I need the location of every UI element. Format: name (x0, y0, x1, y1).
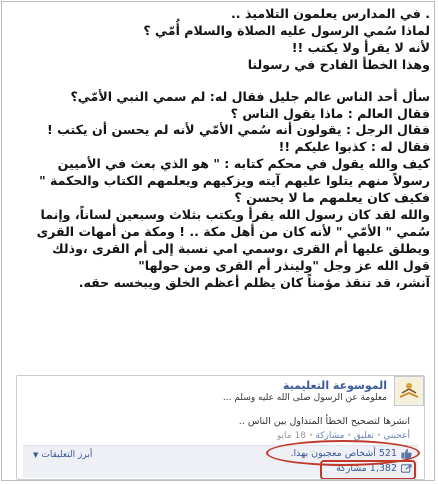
share-icon (401, 463, 412, 474)
likes-count[interactable]: 521 أشخاص معجبون بهذا. (290, 448, 397, 459)
post-line: والله لقد كان رسول الله يقرأ ويكتب بثلاث وسبعين لساناً، وإنما (40, 206, 430, 222)
shares-row[interactable] (336, 463, 412, 474)
post-line: . في المدارس يعلمون التلاميذ .. (231, 6, 430, 21)
likes-row[interactable] (290, 448, 412, 459)
post-timestamp[interactable]: 18 مايو (276, 431, 306, 441)
shared-post-text: انشرها لتصحيح الخطأ المتداول بين الناس .. (238, 416, 410, 427)
post-line: لأنه لا يقرأ ولا يكتب !! (291, 39, 430, 55)
post-line: فقال العالم : ماذا يقول الناس ؟ (230, 105, 430, 121)
book-logo-icon (396, 378, 422, 404)
page-name-link[interactable]: الموسوعة التعليمية (282, 379, 387, 392)
post-line: قول الله عز وجل "ولينذر أم القرى ومن حولها" (138, 257, 430, 273)
post-actions: أعجبني · تعليق · مشاركة · 18 مايو (276, 431, 410, 441)
thumbs-up-icon (401, 448, 412, 459)
page-avatar[interactable] (394, 376, 424, 406)
post-line: آنشر، قد تنقذ مؤمناً كان يظلم أعظم الخلق ويبخسه حقه. (78, 274, 430, 290)
post-line: فقال الرجل : يقولون أنه سُمي الأمّي لأنه لم يحسن أن يكتب ! (47, 122, 430, 138)
post-frame (1, 1, 435, 481)
top-comments-toggle[interactable] (33, 450, 92, 460)
post-line: ويطلق عليها أم القرى ،وسمي امي نسبة إلى أم القرى ،وذلك (52, 240, 430, 256)
post-line: فكيف كان يعلمهم ما لا يحسن ؟ (234, 190, 430, 206)
shares-count[interactable]: 1,382 مشاركة (336, 463, 397, 474)
engagement-stats (23, 445, 418, 478)
caret-down-icon: ▼ (33, 451, 39, 459)
like-link[interactable]: أعجبني (383, 431, 410, 441)
page-description: معلومة عن الرسول صلى الله عليه وسلم ... (222, 393, 387, 403)
post-line: لماذا سُمي الرسول عليه الصلاة والسلام أُمّي ؟ (143, 22, 430, 38)
post-line: كيف والله يقول في محكم كتابه : " هو الذي بعث في الأميين (57, 156, 430, 172)
post-line: رسولاً منهم يتلوا عليهم آيته ويزكيهم ويعلمهم الكتاب والحكمة " (39, 173, 430, 189)
post-line: فقال له : كذبوا عليكم !! (278, 139, 430, 155)
paragraph-gap (12, 74, 430, 89)
share-link[interactable]: مشاركة (315, 431, 345, 441)
post-body (12, 6, 430, 292)
post-line: سأل أحد الناس عالم جليل فقال له: لم سمي النبي الأمّي؟ (70, 88, 430, 104)
facebook-post-card (16, 375, 425, 480)
post-line: وهذا الخطأ الفادح في رسولنا (247, 56, 430, 72)
comment-link[interactable]: تعليق (353, 431, 374, 441)
post-line: سُمي " الأمّي " لأنه كان من أهل مكة .. ! ومكة من أمهات القرى (36, 223, 430, 239)
top-comments-label: أبرز التعليقات (41, 450, 93, 460)
